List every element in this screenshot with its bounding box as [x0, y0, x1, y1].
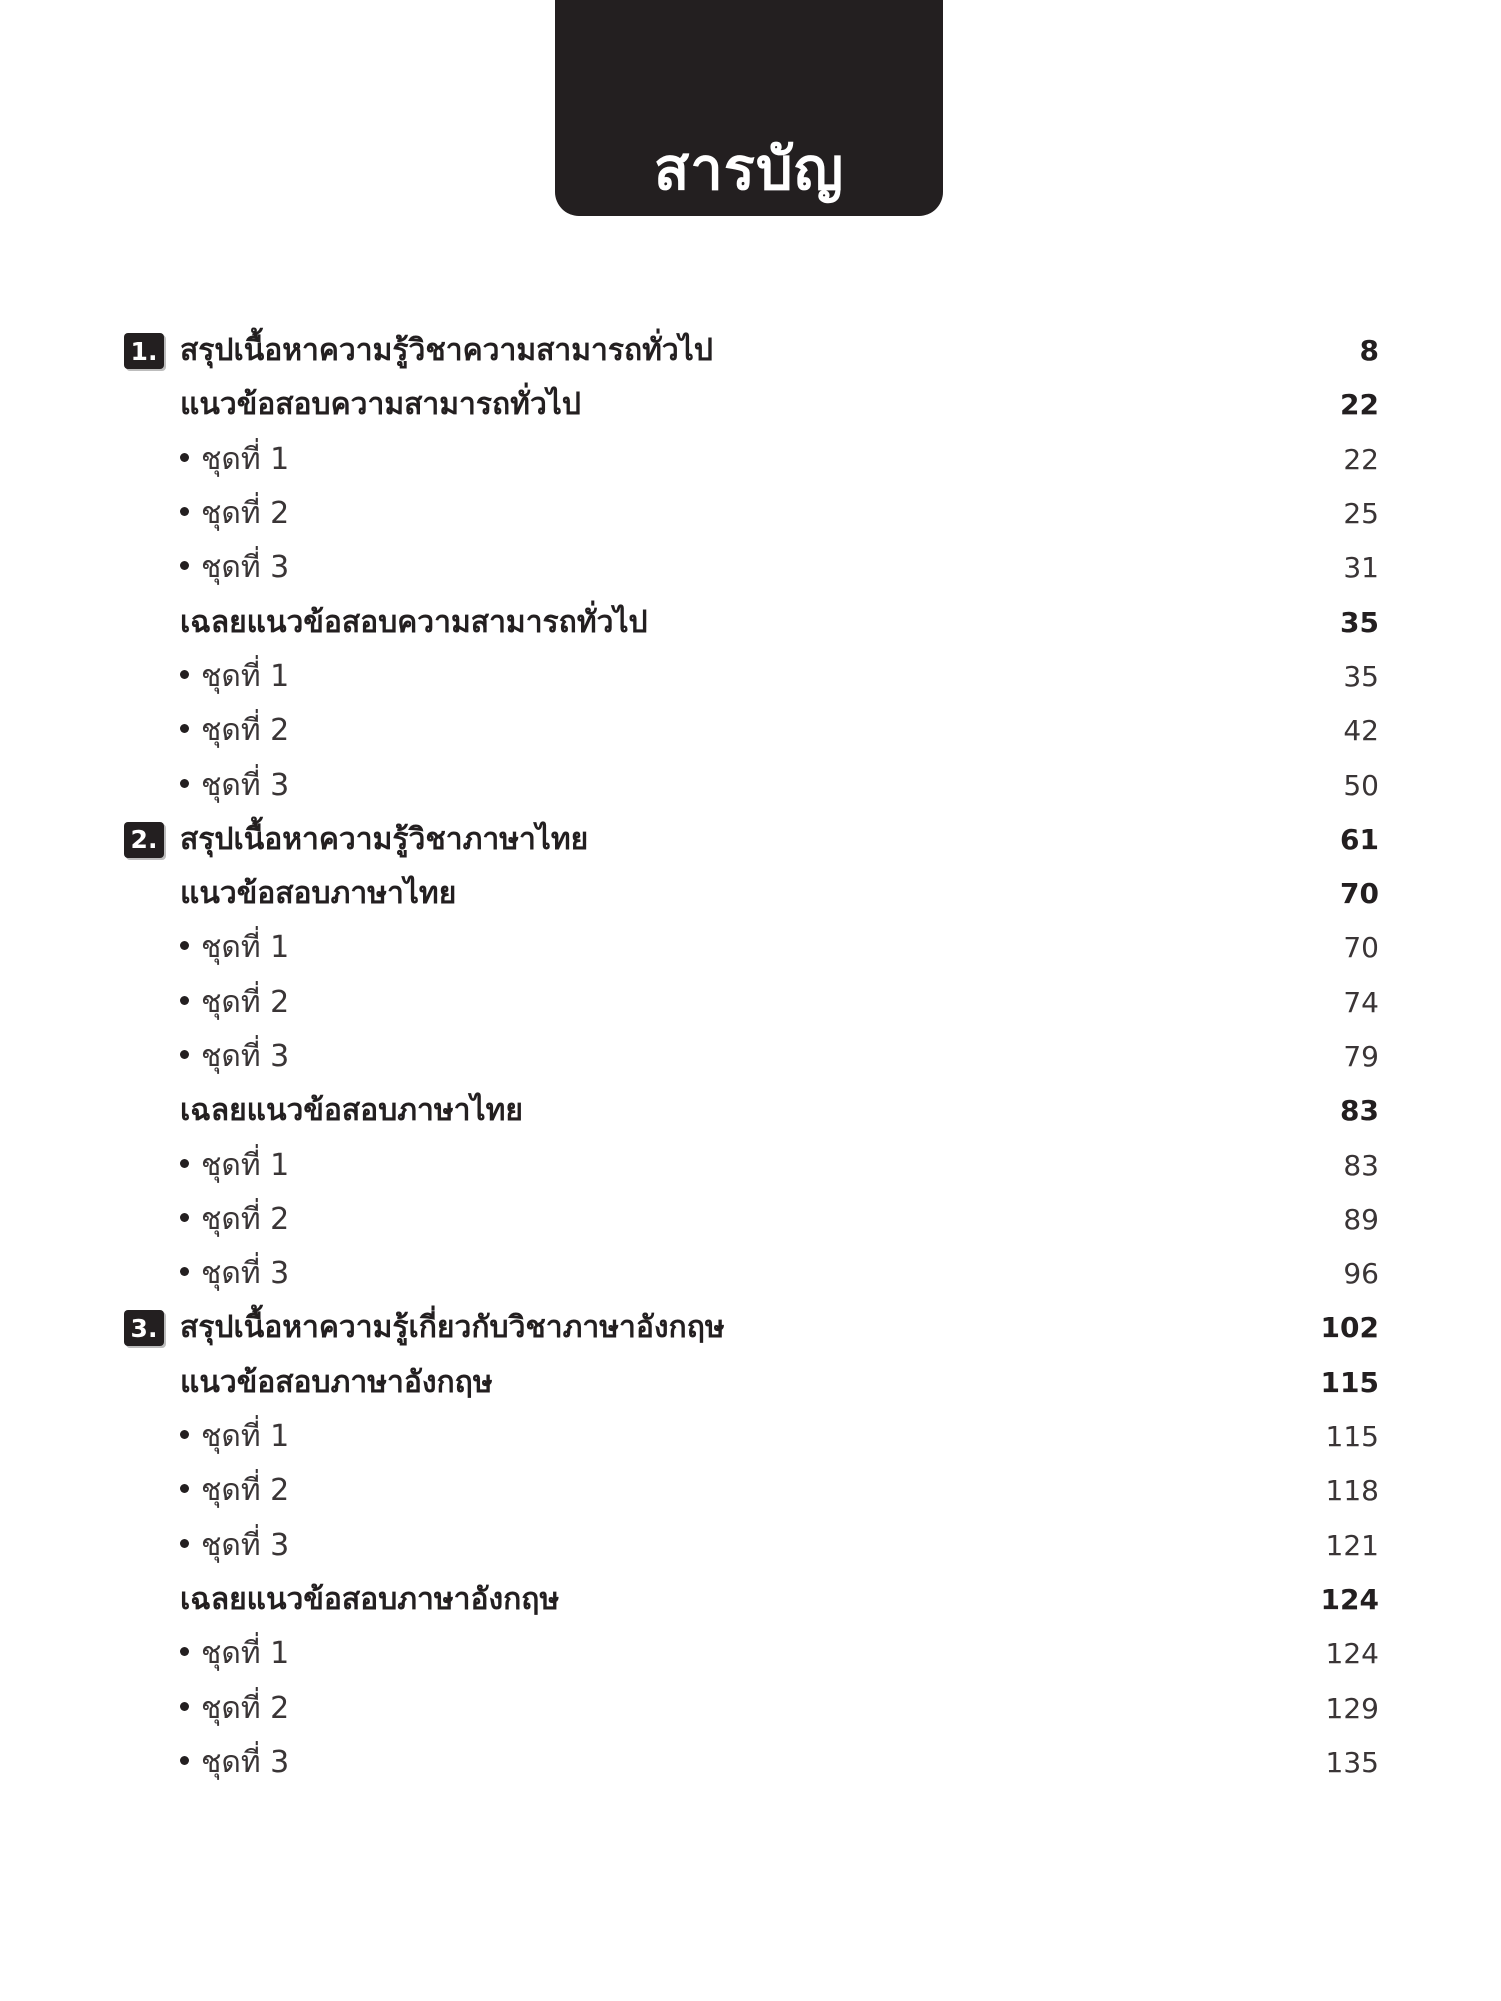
toc-section-2-heading[interactable]	[0, 813, 1501, 867]
toc-item[interactable]	[0, 704, 1501, 758]
toc-item[interactable]	[0, 976, 1501, 1030]
toc-page-number: 118	[1325, 1474, 1379, 1508]
toc-entry-label: ชุดที่ 3	[201, 1527, 290, 1563]
toc-entry-label: สรุปเนื้อหาความรู้วิชาภาษาไทย	[180, 821, 589, 857]
toc-entry-label: ชุดที่ 2	[201, 496, 290, 532]
bullet-icon	[180, 1430, 189, 1439]
toc-page-number: 42	[1343, 714, 1379, 748]
toc-item[interactable]	[0, 1193, 1501, 1247]
toc-item-label-wrap	[180, 1527, 290, 1563]
bullet-icon	[180, 779, 189, 788]
toc-entry-label: ชุดที่ 2	[201, 713, 290, 749]
toc-page-number: 121	[1325, 1528, 1379, 1562]
toc-entry-label: เฉลยแนวข้อสอบภาษาอังกฤษ	[180, 1581, 560, 1617]
bullet-icon	[180, 1484, 189, 1493]
toc-item[interactable]	[0, 1519, 1501, 1573]
toc-item[interactable]	[0, 541, 1501, 595]
toc-page-number: 50	[1343, 768, 1379, 802]
toc-entry-label: เฉลยแนวข้อสอบภาษาไทย	[180, 1093, 523, 1129]
toc-page-number: 115	[1320, 1365, 1379, 1399]
bullet-icon	[180, 1159, 189, 1168]
toc-item[interactable]	[0, 1410, 1501, 1464]
toc-item[interactable]	[0, 433, 1501, 487]
toc-entry-label: ชุดที่ 1	[201, 1636, 290, 1672]
toc-item[interactable]	[0, 758, 1501, 812]
toc-page-number: 22	[1343, 442, 1379, 476]
toc-item-label-wrap	[180, 984, 290, 1020]
section-number-badge: 2.	[124, 822, 164, 858]
toc-page-number: 129	[1325, 1691, 1379, 1725]
toc-page-number: 8	[1359, 334, 1379, 368]
toc-page-number: 22	[1340, 388, 1379, 422]
toc-subheading[interactable]	[0, 1573, 1501, 1627]
toc-entry-label: ชุดที่ 2	[201, 1201, 290, 1237]
page-title: สารบัญ	[653, 135, 845, 203]
bullet-icon	[180, 1702, 189, 1711]
toc-item[interactable]	[0, 1627, 1501, 1681]
toc-entry-label: แนวข้อสอบความสามารถทั่วไป	[180, 387, 581, 423]
toc-item-label-wrap	[180, 1256, 290, 1292]
toc-item[interactable]	[0, 1464, 1501, 1518]
toc-entry-label: ชุดที่ 3	[201, 1256, 290, 1292]
toc-item-label-wrap	[180, 930, 290, 966]
toc-subheading[interactable]	[0, 378, 1501, 432]
toc-item-label-wrap	[180, 1473, 290, 1509]
bullet-icon	[180, 670, 189, 679]
toc-page-number: 31	[1343, 551, 1379, 585]
bullet-icon	[180, 1539, 189, 1548]
toc-subheading[interactable]	[0, 595, 1501, 649]
toc-item[interactable]	[0, 1247, 1501, 1301]
toc-item-label-wrap	[180, 550, 290, 586]
toc-entry-label: แนวข้อสอบภาษาอังกฤษ	[180, 1364, 493, 1400]
toc-entry-label: ชุดที่ 1	[201, 658, 290, 694]
bullet-icon	[180, 561, 189, 570]
toc-page-number: 35	[1340, 605, 1379, 639]
toc-page-number: 25	[1343, 497, 1379, 531]
toc-item-label-wrap	[180, 1690, 290, 1726]
toc-subheading[interactable]	[0, 867, 1501, 921]
toc-item-label-wrap	[180, 767, 290, 803]
toc-entry-label: ชุดที่ 1	[201, 441, 290, 477]
title-tab	[555, 0, 943, 216]
toc-page-number: 83	[1343, 1148, 1379, 1182]
toc-entry-label: สรุปเนื้อหาความรู้วิชาความสามารถทั่วไป	[180, 333, 713, 369]
toc-item-label-wrap	[180, 496, 290, 532]
toc-entry-label: ชุดที่ 3	[201, 1039, 290, 1074]
toc-page-number: 124	[1325, 1637, 1379, 1671]
toc-item[interactable]	[0, 921, 1501, 975]
toc-entry-label: สรุปเนื้อหาความรู้เกี่ยวกับวิชาภาษาอังกฤษ	[180, 1310, 725, 1346]
toc-page-number: 115	[1325, 1420, 1379, 1454]
toc-page-number: 61	[1340, 822, 1379, 856]
bullet-icon	[180, 1647, 189, 1656]
toc-item[interactable]	[0, 487, 1501, 541]
bullet-icon	[180, 996, 189, 1005]
toc-item-label-wrap	[180, 1419, 290, 1455]
toc-item-label-wrap	[180, 1039, 290, 1074]
toc-subheading[interactable]	[0, 1356, 1501, 1410]
bullet-icon	[180, 507, 189, 516]
bullet-icon	[180, 453, 189, 462]
toc-page-number: 135	[1325, 1745, 1379, 1779]
toc-item-label-wrap	[180, 1744, 290, 1780]
toc-item-label-wrap	[180, 1636, 290, 1672]
toc-page-number: 96	[1343, 1257, 1379, 1291]
toc-page-number: 83	[1340, 1094, 1379, 1128]
toc-entry-label: ชุดที่ 3	[201, 767, 290, 803]
table-of-contents	[0, 324, 1501, 1790]
bullet-icon	[180, 1267, 189, 1276]
toc-page-number: 74	[1343, 985, 1379, 1019]
bullet-icon	[180, 941, 189, 950]
toc-page-number: 70	[1340, 877, 1379, 911]
toc-item[interactable]	[0, 1736, 1501, 1790]
toc-entry-label: ชุดที่ 1	[201, 930, 290, 966]
toc-page-number: 102	[1320, 1311, 1379, 1345]
toc-entry-label: แนวข้อสอบภาษาไทย	[180, 876, 457, 912]
toc-page-number: 70	[1343, 931, 1379, 965]
section-number-badge: 3.	[124, 1310, 164, 1346]
toc-item[interactable]	[0, 1681, 1501, 1735]
toc-entry-label: ชุดที่ 2	[201, 984, 290, 1020]
section-number-badge: 1.	[124, 333, 164, 369]
toc-entry-label: ชุดที่ 2	[201, 1473, 290, 1509]
bullet-icon	[180, 724, 189, 733]
toc-item[interactable]	[0, 1138, 1501, 1192]
toc-entry-label: ชุดที่ 2	[201, 1690, 290, 1726]
toc-section-1-heading[interactable]	[0, 324, 1501, 378]
toc-item[interactable]	[0, 650, 1501, 704]
bullet-icon	[180, 1756, 189, 1765]
toc-page-number: 79	[1343, 1040, 1379, 1073]
toc-entry-label: ชุดที่ 1	[201, 1419, 290, 1455]
toc-item-label-wrap	[180, 658, 290, 694]
bullet-icon	[180, 1050, 189, 1059]
toc-subheading[interactable]	[0, 1084, 1501, 1138]
toc-item-label-wrap	[180, 1147, 290, 1183]
toc-page-number: 89	[1343, 1202, 1379, 1236]
toc-entry-label: ชุดที่ 1	[201, 1147, 290, 1183]
toc-entry-label: เฉลยแนวข้อสอบความสามารถทั่วไป	[180, 604, 648, 640]
toc-section-3-heading[interactable]	[0, 1301, 1501, 1355]
toc-page-number: 35	[1343, 659, 1379, 693]
toc-item-label-wrap	[180, 441, 290, 477]
toc-entry-label: ชุดที่ 3	[201, 550, 290, 586]
toc-page-number: 124	[1320, 1582, 1379, 1616]
toc-entry-label: ชุดที่ 3	[201, 1744, 290, 1780]
toc-item-label-wrap	[180, 1201, 290, 1237]
toc-item-label-wrap	[180, 713, 290, 749]
bullet-icon	[180, 1213, 189, 1222]
toc-item[interactable]	[0, 1030, 1501, 1084]
